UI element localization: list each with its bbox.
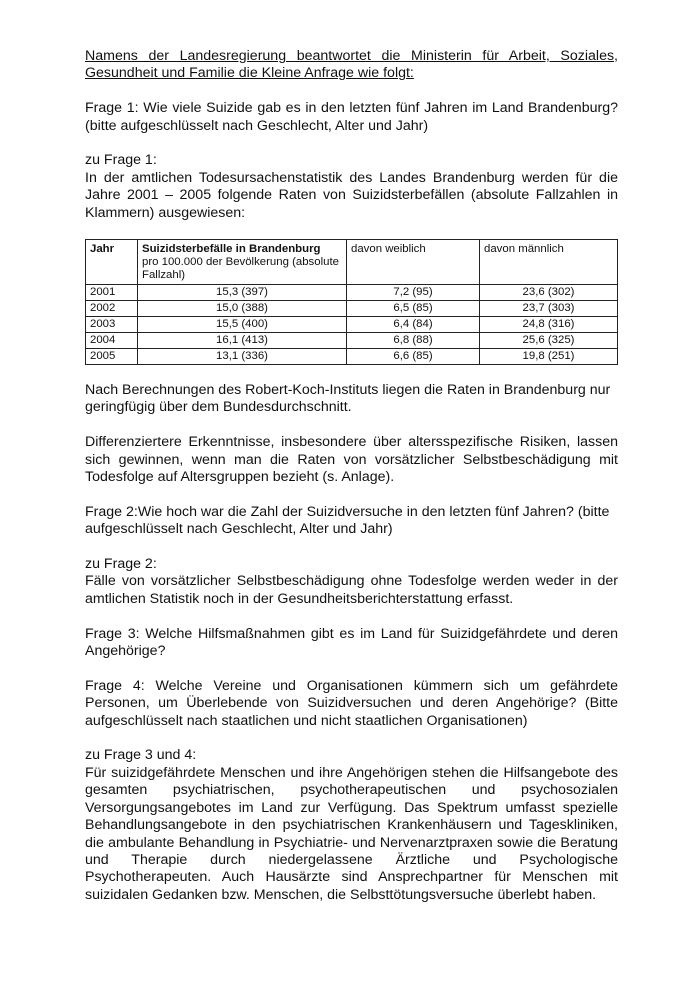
suicide-statistics-table [85, 239, 618, 365]
cell-male: 23,7 (303) [480, 301, 618, 317]
document-page [85, 48, 618, 904]
table-row [86, 349, 618, 365]
cell-year: 2003 [86, 317, 138, 333]
cell-male: 25,6 (325) [480, 333, 618, 349]
table-row [86, 301, 618, 317]
cell-year: 2004 [86, 333, 138, 349]
table-header-row [86, 240, 618, 285]
question-1: Frage 1: Wie viele Suizide gab es in den letzten fünf Jahren im Land Brandenburg? (bitte aufgeschlüsselt nach Geschlecht, Alter und Jahr) [85, 100, 618, 134]
cell-year: 2001 [86, 285, 138, 301]
cell-year: 2005 [86, 349, 138, 365]
cell-total: 13,1 (336) [138, 349, 347, 365]
cell-year: 2002 [86, 301, 138, 317]
cell-male: 19,8 (251) [480, 349, 618, 365]
cell-total: 15,0 (388) [138, 301, 347, 317]
header-female: davon weiblich [347, 240, 480, 285]
header-total [138, 240, 347, 285]
table-row [86, 317, 618, 333]
cell-female: 7,2 (95) [347, 285, 480, 301]
answer-3-4-text: Für suizidgefährdete Menschen und ihre Angehörigen stehen die Hilfsangebote des gesamten psychiatrischen, psychotherapeutischen und psychosozialen Versorgungsangebotes im Land zur Verfügung. Das Spektrum umfasst spezielle Behandlungsangebote in den psychiatrischen Krankenhäusern und Tageskliniken, die ambulante Behandlung in Psychiatrie- und Nervenarztpraxen sowie die Beratung und Therapie durch niedergelassene Ärztliche und Psychologische Psychotherapeuten. Auch Hausärzte sind Ansprechpartner für Menschen mit suizidalen Gedanken bzw. Menschen, die Selbsttötungsversuche überlebt haben. [85, 764, 618, 903]
header-male: davon männlich [480, 240, 618, 285]
question-2: Frage 2:Wie hoch war die Zahl der Suizidversuche in den letzten fünf Jahren? (bitte aufgeschlüsselt nach Geschlecht, Alter und Jahr) [85, 503, 610, 538]
cell-total: 16,1 (413) [138, 333, 347, 349]
differentiation-paragraph: Differenziertere Erkenntnisse, insbesondere über altersspezifische Risiken, lassen sich gewinnen, wenn man die Raten von vorsätzlicher Selbstbeschädigung mit Todesfolge auf Altersgruppen bezieht (s. Anlage). [85, 434, 618, 486]
cell-male: 24,8 (316) [480, 317, 618, 333]
answer-3-4-heading: zu Frage 3 und 4: [85, 747, 197, 764]
answer-1-text: In der amtlichen Todesursachenstatistik des Landes Brandenburg werden für die Jahre 2001 – 2005 folgende Raten von Suizidsterbefällen (absolute Fallzahlen in Klammern) ausgewiesen: [85, 169, 618, 221]
question-3: Frage 3: Welche Hilfsmaßnahmen gibt es im Land für Suizidgefährdete und deren Angehörige? [85, 625, 618, 660]
cell-male: 23,6 (302) [480, 285, 618, 301]
header-year: Jahr [86, 240, 138, 285]
header-total-sub: pro 100.000 der Bevölkerung (absolute Fallzahl) [142, 256, 339, 282]
answer-1-heading: zu Frage 1: [85, 152, 157, 169]
table-row [86, 333, 618, 349]
cell-female: 6,8 (88) [347, 333, 480, 349]
cell-total: 15,3 (397) [138, 285, 347, 301]
cell-female: 6,5 (85) [347, 301, 480, 317]
cell-total: 15,5 (400) [138, 317, 347, 333]
question-4: Frage 4: Welche Vereine und Organisationen kümmern sich um gefährdete Personen, um Überlebende von Suizidversuchen und deren Angehörige? (Bitte aufgeschlüsselt nach staatlichen und nicht staatlichen Organisationen) [85, 677, 618, 729]
intro-paragraph: Namens der Landesregierung beantwortet die Ministerin für Arbeit, Soziales, Gesundheit und Familie die Kleine Anfrage wie folgt: [85, 48, 618, 82]
answer-2-heading: zu Frage 2: [85, 556, 157, 573]
rki-paragraph: Nach Berechnungen des Robert-Koch-Instituts liegen die Raten in Brandenburg nur geringfügig über dem Bundesdurchschnitt. [85, 382, 611, 416]
cell-female: 6,4 (84) [347, 317, 480, 333]
cell-female: 6,6 (85) [347, 349, 480, 365]
table-row [86, 285, 618, 301]
header-total-title: Suizidsterbefälle in Brandenburg [142, 243, 321, 256]
answer-2-text: Fälle von vorsätzlicher Selbstbeschädigung ohne Todesfolge werden weder in der amtlichen Statistik noch in der Gesundheitsberichterstattung erfasst. [85, 573, 618, 607]
